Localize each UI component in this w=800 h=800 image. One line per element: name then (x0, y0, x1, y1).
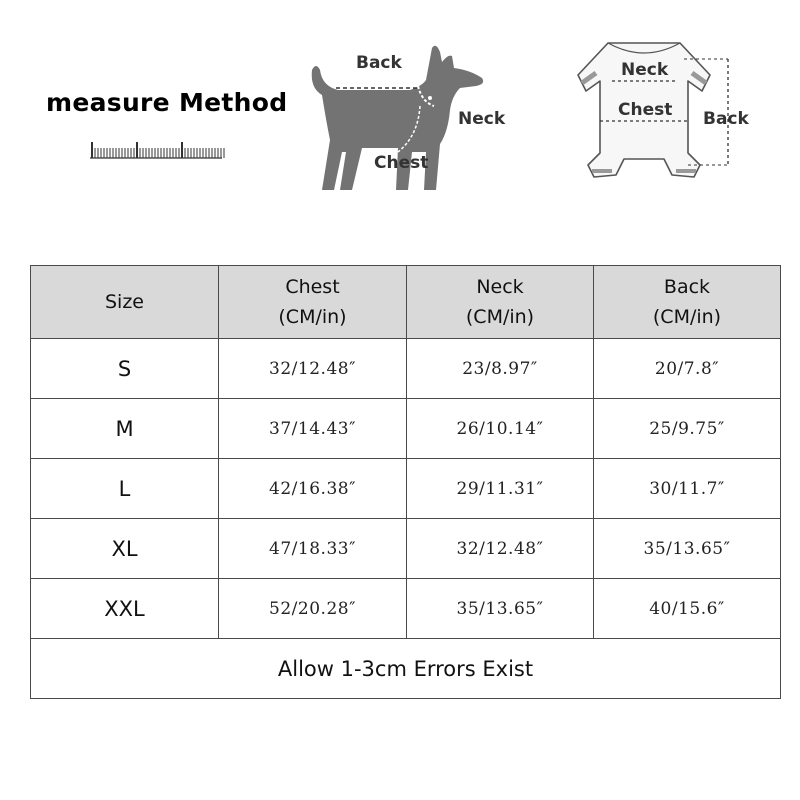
header-chest-title: Chest (285, 276, 340, 298)
shirt-neck-label: Neck (621, 60, 669, 80)
error-tolerance-note: Allow 1-3cm Errors Exist (31, 639, 781, 699)
back-cell: 20/7.8″ (594, 339, 781, 399)
header-back (594, 266, 781, 339)
header-back-title: Back (663, 276, 711, 298)
size-cell: XL (31, 519, 219, 579)
chest-cell: 37/14.43″ (219, 399, 407, 459)
dog-back-label: Back (356, 53, 402, 73)
table-row (31, 399, 781, 459)
back-cell: 40/15.6″ (594, 579, 781, 639)
size-cell: L (31, 459, 219, 519)
table-header-row (31, 266, 781, 339)
header-chest (219, 266, 407, 339)
chest-cell: 42/16.38″ (219, 459, 407, 519)
shirt-measure-diagram (560, 35, 760, 200)
neck-cell: 35/13.65″ (407, 579, 594, 639)
chest-cell: 52/20.28″ (219, 579, 407, 639)
table-row (31, 579, 781, 639)
dog-measure-diagram (300, 40, 530, 210)
header-neck-title: Neck (476, 276, 524, 298)
size-cell: M (31, 399, 219, 459)
table-row (31, 459, 781, 519)
size-chart-table (30, 265, 781, 699)
header-chest-unit: (CM/in) (278, 306, 347, 328)
back-cell: 25/9.75″ (594, 399, 781, 459)
table-note-row (31, 639, 781, 699)
back-cell: 30/11.7″ (594, 459, 781, 519)
chest-cell: 47/18.33″ (219, 519, 407, 579)
table-row (31, 519, 781, 579)
dog-chest-label: Chest (374, 153, 429, 173)
table-row (31, 339, 781, 399)
neck-cell: 32/12.48″ (407, 519, 594, 579)
measure-method-title: measure Method (46, 88, 288, 117)
size-cell: XXL (31, 579, 219, 639)
neck-cell: 26/10.14″ (407, 399, 594, 459)
size-cell: S (31, 339, 219, 399)
header-neck-unit: (CM/in) (465, 306, 535, 328)
header-back-unit: (CM/in) (652, 306, 722, 328)
neck-cell: 23/8.97″ (407, 339, 594, 399)
shirt-back-label: Back (703, 109, 749, 129)
header-size: Size (31, 266, 219, 339)
neck-cell: 29/11.31″ (407, 459, 594, 519)
dog-neck-label: Neck (458, 109, 506, 129)
ruler-icon (88, 140, 228, 170)
shirt-chest-label: Chest (618, 100, 673, 120)
header-neck (407, 266, 594, 339)
back-cell: 35/13.65″ (594, 519, 781, 579)
chest-cell: 32/12.48″ (219, 339, 407, 399)
